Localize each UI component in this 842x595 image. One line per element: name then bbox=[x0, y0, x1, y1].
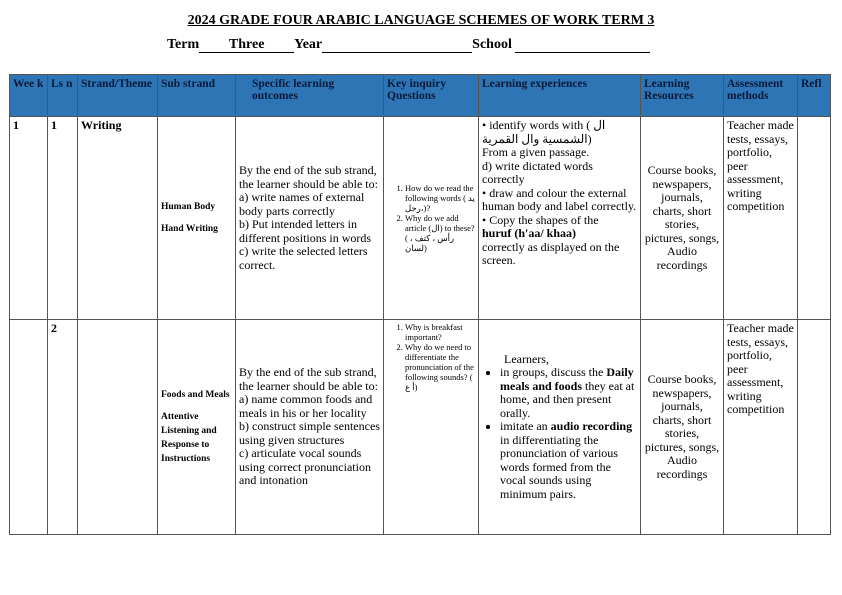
experience-item: • draw and colour the external human body and label correctly. bbox=[482, 185, 637, 213]
resources-cell: Course books, newspapers, journals, charts, short stories, pictures, songs, Audio recordings bbox=[641, 320, 724, 535]
header-row bbox=[10, 75, 831, 117]
strand-cell bbox=[78, 320, 158, 535]
year-value bbox=[322, 37, 472, 53]
reflection-cell bbox=[798, 320, 831, 535]
sub-strand-title: Human Body bbox=[161, 202, 216, 212]
outcome-intro: By the end of the sub strand, the learner should be able to: bbox=[239, 163, 378, 191]
experiences-cell bbox=[479, 320, 641, 535]
experience-item: huruf (h'aa/ khaa) bbox=[482, 226, 577, 240]
header-questions: Key inquiry Questions bbox=[384, 75, 479, 117]
term-label: Term bbox=[167, 37, 200, 52]
outcome-intro: By the end of the sub strand, the learner should be able to: bbox=[239, 365, 378, 393]
assessment-cell: Teacher made tests, essays, portfolio, peer assessment, writing competition bbox=[724, 320, 798, 535]
experience-item: • Copy the shapes of the bbox=[482, 212, 599, 227]
outcome-item: b) construct simple sentences using given structures bbox=[239, 419, 380, 447]
sub-strand-skill: Hand Writing bbox=[161, 224, 218, 234]
outcomes-cell bbox=[236, 320, 384, 535]
experience-item: correctly as displayed on the screen. bbox=[482, 239, 620, 267]
strand-cell: Writing bbox=[78, 117, 158, 320]
school-value bbox=[515, 37, 650, 53]
outcome-item: a) write names of external body parts correctly bbox=[239, 190, 365, 218]
outcome-item: c) write the selected letters correct. bbox=[239, 244, 368, 272]
experience-item: • identify words with ( ال الشمسية وال القمرية) bbox=[482, 118, 606, 146]
experience-item: • imitate an audio recording in differentiating the pronunciation of various words formed from the vocal sounds using minimum pairs. bbox=[500, 420, 637, 501]
header-strand: Strand/Theme bbox=[78, 75, 158, 117]
table-row bbox=[10, 320, 831, 535]
lesson-cell: 1 bbox=[48, 117, 78, 320]
week-cell: 1 bbox=[10, 117, 48, 320]
resources-cell: Course books, newspapers, journals, charts, short stories, pictures, songs, Audio recordings bbox=[641, 117, 724, 320]
table-row bbox=[10, 117, 831, 320]
experiences-cell bbox=[479, 117, 641, 320]
assessment-cell: Teacher made tests, essays, portfolio, peer assessment, writing competition bbox=[724, 117, 798, 320]
document-meta bbox=[167, 37, 650, 53]
reflection-cell bbox=[798, 117, 831, 320]
header-week: Wee k bbox=[10, 75, 48, 117]
term-value: Three bbox=[199, 37, 294, 53]
question-item: 2. Why do we need to differentiate the pronunciation of the following sounds? ( أ ع) bbox=[405, 342, 475, 392]
questions-cell bbox=[384, 320, 479, 535]
question-item: 1. Why is breakfast important? bbox=[405, 322, 475, 342]
header-assessment: Assessment methods bbox=[724, 75, 798, 117]
school-label: School bbox=[472, 37, 512, 52]
header-reflection: Refl bbox=[798, 75, 831, 117]
question-item: 2. Why do we add article (ال) to these?( رأس ، كتف ، لسان) bbox=[405, 213, 475, 253]
sub-strand-title: Foods and Meals bbox=[161, 390, 230, 400]
experience-item: From a given passage. bbox=[482, 145, 590, 159]
experience-item: • in groups, discuss the Daily meals and foods they eat at home, and then present orally. bbox=[500, 366, 637, 420]
sub-strand-cell bbox=[158, 320, 236, 535]
experience-item: d) write dictated words correctly bbox=[482, 158, 593, 186]
scheme-table bbox=[9, 74, 831, 535]
header-outcomes: Specific learning outcomes bbox=[236, 75, 384, 117]
question-item: 1. How do we read the following words ( يد ،رجل)? bbox=[405, 183, 475, 213]
outcome-item: b) Put intended letters in different positions in words bbox=[239, 217, 372, 245]
header-sub-strand: Sub strand bbox=[158, 75, 236, 117]
week-cell bbox=[10, 320, 48, 535]
header-resources: Learning Resources bbox=[641, 75, 724, 117]
document-title: 2024 GRADE FOUR ARABIC LANGUAGE SCHEMES OF WORK TERM 3 bbox=[187, 13, 655, 28]
year-label: Year bbox=[294, 37, 323, 52]
experience-item: Learners, bbox=[504, 351, 549, 366]
outcome-item: c) articulate vocal sounds using correct pronunciation and intonation bbox=[239, 446, 371, 488]
lesson-cell: 2 bbox=[48, 320, 78, 535]
sub-strand-cell bbox=[158, 117, 236, 320]
questions-cell bbox=[384, 117, 479, 320]
header-lesson: Ls n bbox=[48, 75, 78, 117]
sub-strand-skill: Attentive Listening and Response to Instructions bbox=[161, 412, 217, 464]
outcome-item: a) name common foods and meals in his or her locality bbox=[239, 392, 373, 420]
outcomes-cell bbox=[236, 117, 384, 320]
header-experiences: Learning experiences bbox=[479, 75, 641, 117]
